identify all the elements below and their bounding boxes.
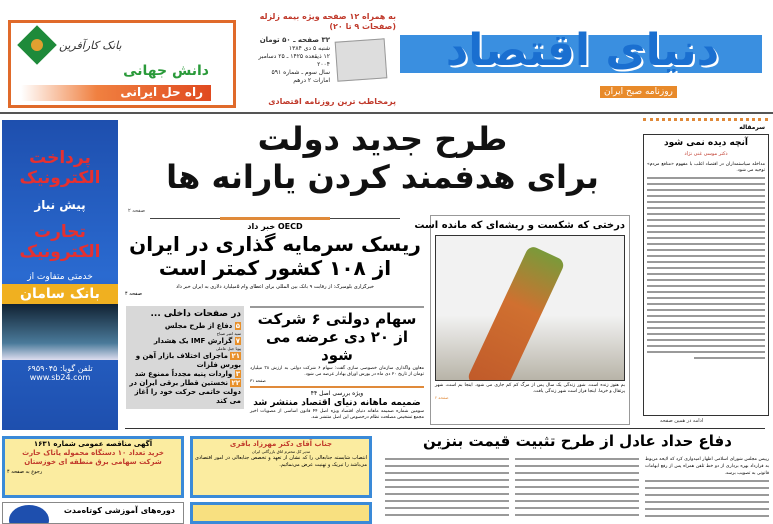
page-badge: ۷ xyxy=(235,337,240,345)
bottom-column xyxy=(385,458,509,516)
editorial-continued[interactable]: ادامه در همین صفحه xyxy=(660,418,704,424)
inside-item-text: واردات پنبه مجدداً ممنوع شد xyxy=(134,370,233,378)
supplement-headline: ضمیمه ماهانه دنیای اقتصاد منتشر شد xyxy=(253,398,421,408)
masthead-slogan: پرمخاطب ترین روزنامه اقتصادی xyxy=(268,97,396,106)
issue-day: شنبه ۵ دی ۱۳۸۴ xyxy=(288,45,330,52)
main-headline-line2: برای هدفمند کردن یارانه ها xyxy=(166,158,599,196)
masthead-tagline: روزنامه صبح ایران xyxy=(600,86,677,98)
bank-saman-ad[interactable] xyxy=(2,120,118,430)
left-ad-line1: پرداخت الکترونیک xyxy=(19,148,101,188)
inside-pages-box xyxy=(126,306,244,409)
top-ad-bank: بانک کارآفرین xyxy=(59,39,122,52)
supplement-lead: سومین شماره ضمیمه ماهانه دنیای اقتصاد ویژه اصل ۴۴ قانون اساسی از مصوبات اخیر مجمع تشخیص مصلحت نظام درخصوص این اصل منتشر شد. xyxy=(250,409,425,420)
masthead-divider xyxy=(0,112,773,114)
page-badge: ۲۱ xyxy=(231,352,240,360)
left-ad-tag: خدمتی متفاوت از xyxy=(27,272,93,282)
photo-caption: بم هنوز زنده است. شور زندگی یک سال پس از مرگ کم کم جاری می شود. اینجا بم است، شهر پرتقال و خرما. اینجا فراز است شهر زندگی یافت. xyxy=(435,383,625,394)
left-ad-url[interactable]: www.sb24.com xyxy=(29,373,91,382)
main-headline[interactable] xyxy=(125,120,640,196)
oecd-lead: خبرگزاری بلومبرگ: از رقابت ۹ بانک بین المللی برای اعطای وام ۵میلیارد دلاری به ایران خبر داد xyxy=(175,284,375,290)
inside-item[interactable] xyxy=(129,322,241,337)
issue-number: سال سوم ـ شماره ۵۹۱ xyxy=(271,69,330,76)
inside-item-text: ماجرای اختلاف بازار آهن و بورس فلزات xyxy=(135,352,241,369)
divider xyxy=(125,428,765,429)
page-badge: ۳ xyxy=(235,370,240,378)
tender-ref: رجوع به صفحه ۴ xyxy=(7,469,43,475)
shares-page-ref: صفحه ۳۱ xyxy=(250,378,266,383)
left-ad-line2: پیش نیاز xyxy=(34,198,86,212)
editorial-author: دکتر موسی غنی نژاد xyxy=(684,151,728,157)
inside-item-author: سید امیر صباح xyxy=(216,331,241,336)
congrats-ad[interactable] xyxy=(190,436,372,498)
oecd-page-ref: صفحه ۴ xyxy=(125,291,142,297)
course-ad[interactable] xyxy=(2,502,184,524)
inside-item[interactable] xyxy=(129,337,241,352)
inside-item-text: نخستین قطار برقی ایران در دولت خاتمی حرکت خود را آغاز می کند xyxy=(129,379,241,405)
bottom-lead-column xyxy=(645,456,769,517)
left-ad-photo xyxy=(2,304,118,360)
newspaper-thumbnail xyxy=(335,38,388,81)
top-ad-line1: دانش جهانی xyxy=(123,63,209,79)
congrats-body: انتصاب شایسته جنابعالی را که نشان از تعهد و تخصص جنابعالی در امور اقتصادی می‌باشد را تبریک و تهنیت عرض می‌نمائیم. xyxy=(195,455,367,468)
emirates-price: امارات ۲ درهم xyxy=(293,77,330,84)
photo-title: درختی که شکست و ریشه‌ای که مانده است xyxy=(414,220,625,231)
masthead-logo: دنیای اقتصاد xyxy=(445,25,720,76)
inside-item[interactable] xyxy=(129,379,241,406)
bottom-column xyxy=(515,458,639,516)
photo-story[interactable] xyxy=(414,215,630,425)
oecd-kicker: OECD خبر داد xyxy=(247,222,303,231)
oecd-story[interactable] xyxy=(125,222,425,298)
shares-lead: معاون واگذاری سازمان خصوصی سازی گفت: سهام ۶ شرکت دولتی به ارزش ۳۸ میلیارد تومان از تاریخ ۲۰ دی ماه در بورس اوراق بهادار عرضه می شود. xyxy=(250,366,424,377)
page-badge: ۲۲ xyxy=(231,379,240,387)
divider xyxy=(150,218,400,219)
editorial-body xyxy=(647,177,765,359)
tender-ad[interactable] xyxy=(2,436,184,498)
bottom-lead: رییس مجلس شورای اسلامی اظهار امیدواری کرد که لایحه مربوط به قرارداد بهره برداری از دو خط تلفن همراه پس از رفع ابهامات قانونی به تصویب برسد. xyxy=(645,457,769,476)
supplement-story[interactable] xyxy=(250,390,424,421)
course-title: دوره‌های آموزشی کوتاه‌مدت xyxy=(63,506,175,515)
main-headline-page-ref: صفحه ۲ xyxy=(128,208,145,214)
oecd-headline-line1: ریسک سرمایه گذاری در ایران xyxy=(129,232,421,256)
pages-price: ۳۲ صفحه ـ ۵۰ تومان xyxy=(259,36,330,44)
shares-headline-line2: از ۲۰ دی عرضه می شود xyxy=(265,328,409,364)
middle-column xyxy=(250,306,424,421)
inside-pages-title: در صفحات داخلی ... xyxy=(150,309,241,319)
tender-line1: خرید تعداد ۱۰ دستگاه محموله یاتاک حارث xyxy=(22,449,164,457)
congrats-title: جناب آقای دکتر مهرزاد باقری xyxy=(229,440,333,448)
editorial-lead: مداخله سیاستمداران در اقتصاد اغلب با مفهوم «منافع مردم» توجیه می شود. xyxy=(647,162,765,173)
bank-logo-icon xyxy=(17,25,57,65)
top-ad[interactable] xyxy=(8,20,236,108)
editorial-section: سرمقاله xyxy=(739,124,765,131)
supplement-kicker: ویژه بررسی اصل ۴۴ xyxy=(310,390,364,397)
left-ad-line3: تجارت الکترونیک xyxy=(19,222,101,262)
inside-item[interactable] xyxy=(129,352,241,370)
photo-page-ref: صفحه ۲ xyxy=(435,395,449,400)
inside-item[interactable] xyxy=(129,370,241,379)
top-ad-banner xyxy=(21,85,211,101)
bottom-column xyxy=(645,480,769,517)
divider xyxy=(250,386,424,388)
editorial-title: آنچه دیده نمی شود xyxy=(664,138,748,148)
top-ad-line2: راه حل ایرانی xyxy=(120,85,203,99)
car-ad[interactable] xyxy=(190,502,372,524)
tender-line2: شرکت سهامی برق منطقه ای خوزستان xyxy=(24,458,162,466)
editorial[interactable] xyxy=(643,134,769,416)
inside-item-text: گزارش IMF یک هشدار xyxy=(153,337,233,345)
supplement-note: به همراه ۱۲ صفحه ویژه بیمه زلزله (صفحات ۹ تا ۲۰) xyxy=(259,12,396,31)
masthead-info xyxy=(246,36,330,85)
oecd-headline-line2: از ۱۰۸ کشور کمتر است xyxy=(158,256,392,280)
congrats-subtitle: مدیر کل محترم اتاق بازرگانی ایران xyxy=(251,449,311,454)
issue-dates: ۱۲ ذیقعده ۱۴۲۵ ـ ۲۵ دسامبر ۲۰۰۴ xyxy=(258,53,330,68)
shares-headline-line1: سهام دولتی ۶ شرکت xyxy=(257,310,417,328)
left-ad-bank: بانک سامان xyxy=(2,284,118,304)
inside-item-author: پویا جبل عاملی xyxy=(215,346,241,351)
page-badge: ۵ xyxy=(235,322,240,330)
divider xyxy=(250,306,424,308)
main-headline-line1: طرح جدید دولت xyxy=(257,120,508,158)
palm-tree-photo xyxy=(435,235,625,381)
tender-title: آگهی مناقصه عمومی شماره ۱۶۳۱ xyxy=(33,440,153,448)
bottom-headline[interactable]: دفاع حداد عادل از طرح تثبیت قیمت بنزین xyxy=(423,432,732,450)
left-ad-phone: تلفن گویا: ۶۹۵۹۰۴۵ xyxy=(27,364,93,373)
divider xyxy=(643,118,768,121)
inside-item-text: دفاع از طرح مجلس xyxy=(164,322,233,330)
shares-story[interactable] xyxy=(250,310,424,384)
